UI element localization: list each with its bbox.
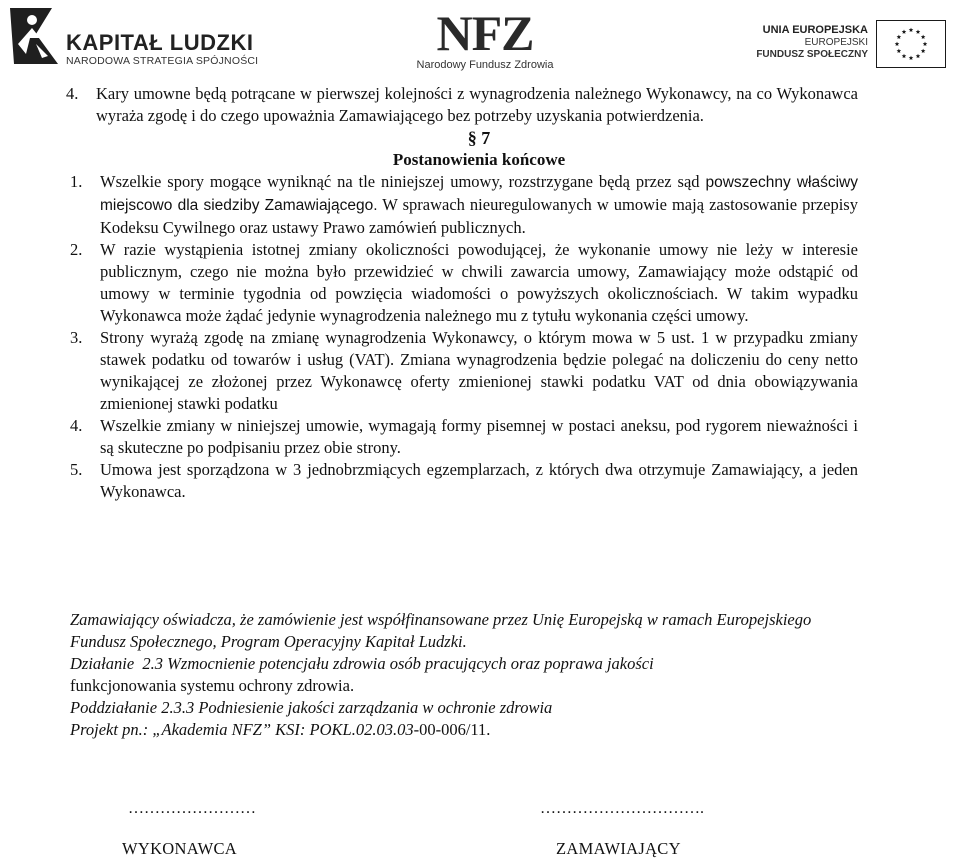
dzialanie-continuation: funkcjonowania systemu ochrony zdrowia. [70, 676, 355, 695]
item-number: 1. [70, 172, 83, 191]
item-text: Wszelkie spory mogące wyniknąć na tle niniejszej umowy, rozstrzygane będą przez sąd [100, 172, 706, 191]
kapital-ludzki-subtitle: NARODOWA STRATEGIA SPÓJNOŚCI [66, 55, 259, 67]
list-item [70, 171, 858, 239]
poddzialanie-line: Poddziałanie 2.3.3 Podniesienie jakości zarządzania w ochronie zdrowia [70, 698, 553, 717]
nfz-subtitle: Narodowy Fundusz Zdrowia [416, 59, 554, 71]
eu-line-1: UNIA EUROPEJSKA [762, 24, 868, 36]
item-number: 4. [70, 416, 83, 435]
contract-body [66, 83, 859, 503]
item-text-sans: powszechny właściwy miejscowo dla siedziby Zamawiającego. [100, 174, 859, 214]
section-title: Postanowienia końcowe [392, 150, 566, 169]
item-number: 3. [70, 328, 83, 347]
dzialanie-label: Działanie [70, 654, 135, 673]
list-item [70, 415, 858, 459]
eu-text [756, 24, 868, 61]
kapital-ludzki-logo [6, 4, 259, 68]
projekt-line [70, 719, 860, 741]
signature-label-contractor: WYKONAWCA [122, 839, 238, 858]
item-number: 4. [66, 84, 79, 103]
list-item [70, 239, 858, 327]
dzialanie-line [70, 653, 860, 675]
list-item [66, 83, 858, 127]
list-item [70, 459, 858, 503]
nfz-mark: NFZ [436, 5, 534, 61]
list-item [70, 327, 858, 415]
item-text: Wszelkie zmiany w niniejszej umowie, wymagają formy pisemnej w postaci aneksu, pod rygorem nieważności i są skuteczne po podpisaniu przez obie strony. [100, 416, 858, 457]
item-text: Strony wyrażą zgodę na zmianę wynagrodzenia Wykonawcy, o którym mowa w 5 ust. 1 w przypadku zmiany stawek podatku od towarów i usług (VAT). Zmiana wynagrodzenia będzie polegać na doliczeniu do ceny netto wynikającej ze złożonej przez Wykonawcę oferty zmienionej stawki podatku VAT od dnia obowiązywania zmienionej stawki podatku [100, 328, 858, 413]
cofinancing-statement: Zamawiający oświadcza, że zamówienie jest współfinansowane przez Unię Europejską w ramach Europejskiego Fundusz Społecznego, Program Operacyjny Kapitał Ludzki. [70, 610, 812, 651]
kapital-ludzki-emblem-icon [6, 4, 62, 68]
kapital-ludzki-title: KAPITAŁ LUDZKI [66, 30, 254, 55]
eu-flag-icon [876, 20, 946, 68]
item-number: 5. [70, 460, 83, 479]
signature-line-contractor: …………………… [128, 800, 256, 817]
signature-line-client: …………………………. [540, 800, 704, 817]
page-header [0, 0, 960, 72]
item-text: W sprawach nieuregulowanych w umowie mają zastosowanie przepisy Kodeksu Cywilnego oraz ustawy Prawo zamówień publicznych. [100, 195, 858, 237]
projekt-text: Projekt pn.: „Akademia NFZ” KSI: POKL.02.03.03 [70, 720, 414, 739]
item-text: W razie wystąpienia istotnej zmiany okoliczności powodującej, że wykonanie umowy nie leży w interesie publicznym, czego nie można było przewidzieć w chwili zawarcia umowy, Zamawiający może odstąpić od umowy w terminie tygodnia od powzięcia wiadomości o powyższych okolicznościach. W takim wypadku Wykonawca może żądać jedynie wynagrodzenia należnego mu z tytułu wykonania części umowy. [100, 240, 858, 325]
signature-label-client: ZAMAWIAJĄCY [556, 839, 681, 858]
eu-logo [756, 20, 952, 68]
eu-line-3: FUNDUSZ SPOŁECZNY [756, 49, 868, 60]
section-heading [100, 127, 858, 171]
section-number: § 7 [467, 128, 491, 148]
projekt-code: -00-006/11. [413, 720, 491, 739]
cofinancing-footer [70, 609, 860, 741]
item-text: Umowa jest sporządzona w 3 jednobrzmiących egzemplarzach, z których dwa otrzymuje Zamawiający, a jeden Wykonawca. [100, 460, 858, 501]
dzialanie-text: 2.3 Wzmocnienie potencjału zdrowia osób pracujących oraz poprawa jakości [134, 654, 654, 673]
nfz-logo [400, 5, 570, 71]
item-text: Kary umowne będą potrącane w pierwszej kolejności z wynagrodzenia należnego Wykonawcy, na co Wykonawca wyraża zgodę i do czego upoważnia Zamawiającego bez potrzeby uzyskania potwierdzenia. [96, 84, 858, 125]
eu-line-2: EUROPEJSKI [804, 37, 868, 48]
item-number: 2. [70, 240, 83, 259]
